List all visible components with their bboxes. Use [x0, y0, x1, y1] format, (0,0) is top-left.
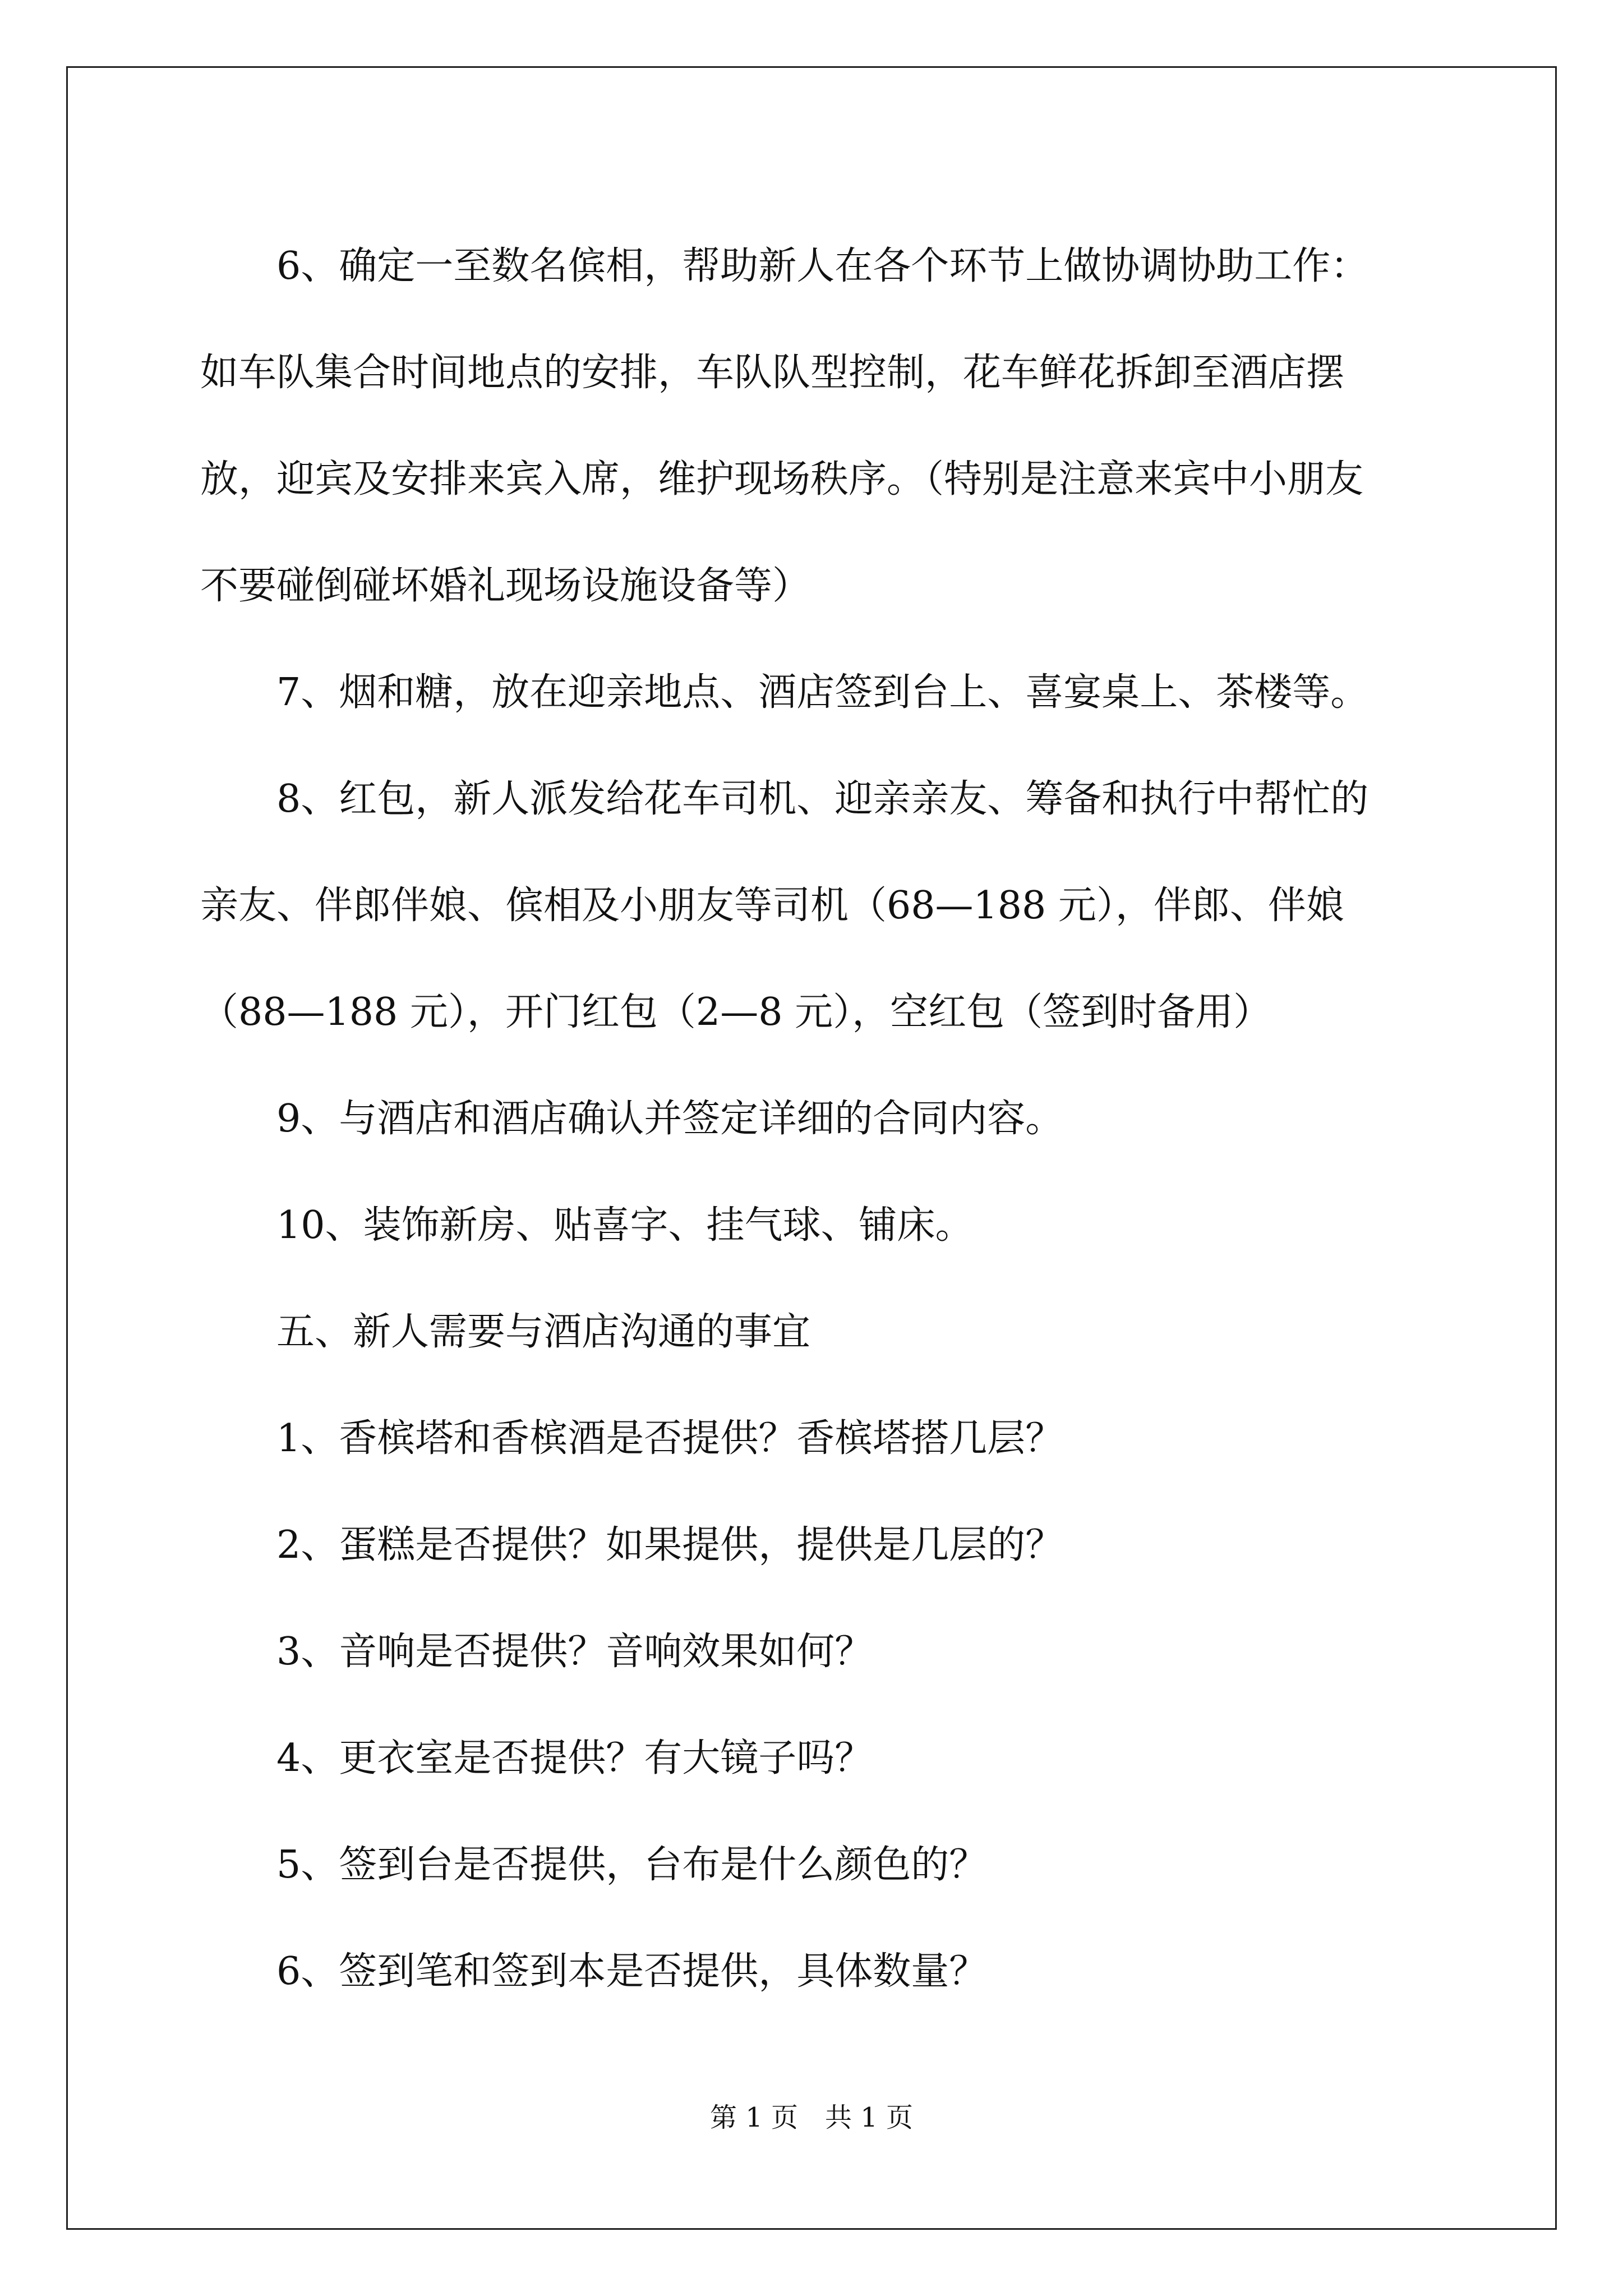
section-heading: 五、新人需要与酒店沟通的事宜 — [276, 1310, 811, 1354]
paragraph-line: 10、装饰新房、贴喜字、挂气球、铺床。 — [276, 1203, 974, 1248]
document-body — [200, 213, 1423, 2025]
paragraph-line: 3、音响是否提供？音响效果如何？ — [276, 1630, 873, 1674]
paragraph-line: 6、确定一至数名傧相，帮助新人在各个环节上做协调协助工作： — [276, 244, 1369, 288]
paragraph-line: 5、签到台是否提供，台布是什么颜色的？ — [276, 1843, 988, 1887]
paragraph-line: 不要碰倒碰坏婚礼现场设施设备等） — [200, 564, 811, 608]
paragraph-line: 如车队集合时间地点的安排，车队队型控制，花车鲜花拆卸至酒店摆 — [200, 351, 1345, 395]
page-number-footer: 第 1 页 共 1 页 — [709, 2102, 914, 2133]
paragraph-line: 2、蛋糕是否提供？如果提供，提供是几层的？ — [276, 1523, 1064, 1567]
paragraph-line: 7、烟和糖，放在迎亲地点、酒店签到台上、喜宴桌上、茶楼等。 — [276, 670, 1369, 715]
paragraph-line: 4、更衣室是否提供？有大镜子吗？ — [276, 1736, 873, 1780]
paragraph-line: （88—188 元），开门红包（2—8 元），空红包（签到时备用） — [200, 990, 1272, 1034]
paragraph-line: 6、签到笔和签到本是否提供，具体数量？ — [276, 1949, 988, 1994]
paragraph-line: 亲友、伴郎伴娘、傧相及小朋友等司机（68—188 元），伴郎、伴娘 — [200, 884, 1344, 928]
paragraph-line: 8、红包，新人派发给花车司机、迎亲亲友、筹备和执行中帮忙的 — [276, 777, 1369, 821]
paragraph-line: 1、香槟塔和香槟酒是否提供？香槟塔搭几层？ — [276, 1416, 1064, 1461]
paragraph-line: 9、与酒店和酒店确认并签定详细的合同内容。 — [276, 1097, 1064, 1141]
paragraph-line: 放，迎宾及安排来宾入席，维护现场秩序。（特别是注意来宾中小朋友 — [200, 457, 1364, 501]
